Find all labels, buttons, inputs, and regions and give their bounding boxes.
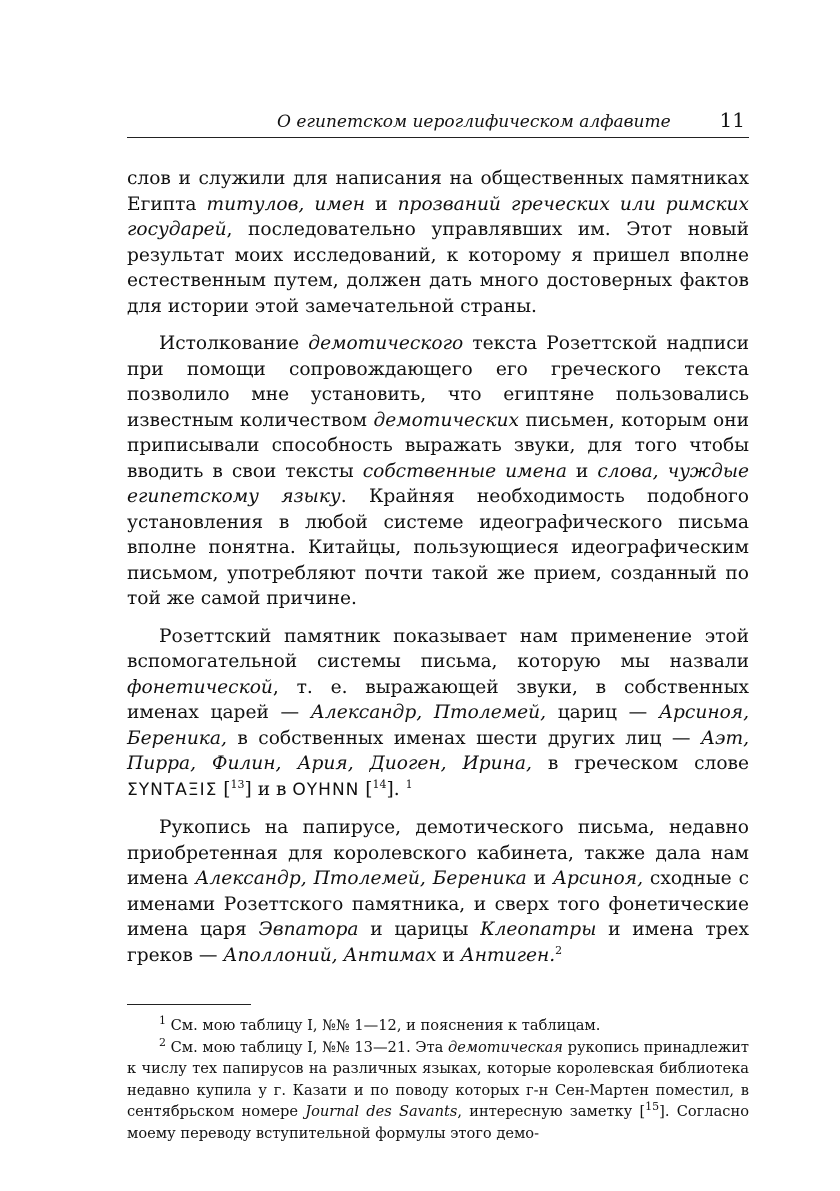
paragraph-4 [127,815,749,968]
text-run: ]. Согласно моему переводу вступительной формулы этого демо- [127,1103,749,1142]
running-header [127,108,749,138]
reference-mark: 13 [230,777,245,791]
text-run: и царицы [358,919,481,940]
italic-run: прозваний греческих или римских государей [127,193,750,240]
text-run: письмен, которым они приписывали способность выражать звуки, для того чтобы вводить в свои тексты [127,409,750,482]
footnote-divider [127,1004,251,1005]
italic-run: демотических [373,409,520,431]
page-number: 11 [719,108,745,132]
italic-run: Аполлоний, Антимах [223,944,437,966]
paragraph-1 [127,166,749,319]
text-run: , последовательно управлявших им. Этот новый результат моих исследований, к которому я пришел вполне естественным путем, должен дать много достоверных фактов для истории этой замечательной страны. [127,219,749,317]
reference-mark: 14 [372,777,387,791]
footnote-number: 1 [159,1014,166,1028]
text-run: Розеттский памятник показывает нам применение этой вспомогательной системы письма, которую мы назвали [127,625,749,672]
footnote-mark: 2 [555,943,563,957]
text-run: . Крайняя необходимость подобного установления в любой системе идеографического письма вполне понятна. Китайцы, пользующиеся идеографическим письмом, употребляют почти такой же прием, созданный по той же самой причине. [127,486,749,609]
text-run: Истолкование [159,333,309,354]
paragraph-3 [127,624,749,804]
text-run: См. мою таблицу I, №№ 1—12, и пояснения к таблицам. [166,1017,601,1034]
italic-run: Александр, Птолемей, Береника [195,868,527,889]
text-run: и [436,944,461,966]
text-run: и [566,460,598,482]
italic-run: Эвпатора [258,919,359,940]
italic-run: Journal des Savants [305,1103,458,1120]
italic-run: титулов, имен [206,193,366,215]
text-run: текста Розеттской надписи при помощи сопровождающего его греческого текста позволило мне установить, что египтяне пользовались известным количеством [127,333,749,431]
text-run: в греческом слове [531,753,749,774]
footnote-2 [127,1037,749,1145]
text-run: и [526,868,553,889]
italic-run: слова, чуждые египетскому языку [127,460,749,507]
italic-run: Антиген. [460,944,556,966]
greek-word: ΣΥΝΤΑΞΙΣ [127,779,218,800]
reference-mark: 15 [645,1100,660,1114]
italic-run: Аэт, Пирра, Филин, Ария, Диоген, Ирина, [127,727,749,774]
text-run: [ [359,778,373,800]
text-run: , интересную заметку [ [457,1103,646,1120]
body-text [127,166,749,968]
italic-run: Арсиноя, [552,868,643,889]
text-run: рукопись принадлежит к числу тех папирусов на различных языках, которые королевская библиотека недавно купила у г. Казати и по поводу которых г-н Сен-Мартен поместил, в сентябрьском номере [127,1038,749,1120]
text-run: сходные с именами Розеттского памятника, и сверх того фонетические имена царя [127,868,749,940]
footnote-number: 2 [159,1035,166,1049]
italic-run: фонетической [127,676,273,698]
text-run: слов и служили для написания на общественных памятниках Египта [127,168,749,215]
text-run: , т. е. выражающей звуки, в собственных именах царей — [127,676,749,723]
text-run: См. мою таблицу I, №№ 13—21. Эта [166,1038,448,1056]
footnote-mark: 1 [405,777,413,791]
running-title: О египетском иероглифическом алфавите [277,112,671,132]
italic-run: Арсиноя, Береника, [127,702,749,749]
book-page [127,108,749,1144]
italic-run: Клеопатры [480,919,597,940]
text-run: цариц — [546,702,659,723]
text-run: Рукопись на папирусе, демотического письма, недавно приобретенная для королевского кабинета, также дала нам имена [127,817,749,889]
italic-run: демотического [308,333,464,354]
italic-run: Александр, Птолемей, [310,702,547,723]
paragraph-2 [127,331,749,612]
text-run: [ [217,778,231,800]
text-run: ]. [386,778,406,800]
text-run: ] и в [244,778,293,800]
text-run: и [365,193,398,215]
text-run: в собственных именах шести других лиц — [226,727,701,749]
italic-run: собственные имена [362,460,567,482]
text-run: и имена трех греков — [127,919,750,966]
footnote-1 [127,1015,749,1037]
greek-word: ΟΥΗΝΝ [292,779,360,800]
italic-run: демотическая [447,1038,563,1056]
footnotes [127,1015,749,1144]
